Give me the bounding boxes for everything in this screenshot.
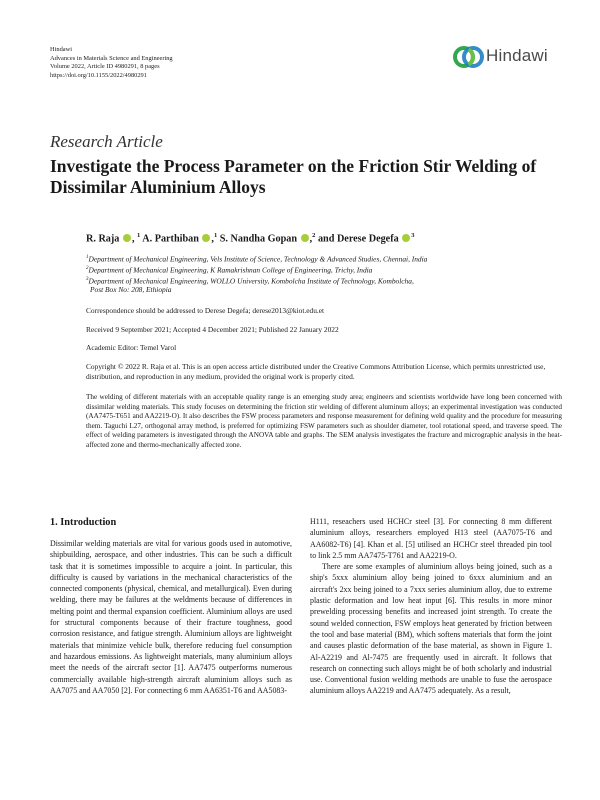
orcid-icon[interactable] <box>301 234 309 242</box>
orcid-icon[interactable] <box>402 234 410 242</box>
orcid-icon[interactable] <box>123 234 131 242</box>
affiliation: Post Box No: 208, Ethiopia <box>90 285 172 294</box>
section-heading: 1. Introduction <box>50 517 117 528</box>
hindawi-logo[interactable] <box>452 40 562 76</box>
volume-line: Volume 2022, Article ID 4980291, 8 pages <box>50 63 160 71</box>
paragraph: There are some examples of aluminium alloys being joined, such as a ship's 5xxx aluminium alloy being joined to 6xxx aluminium and an aircraft's 2xx being joined to a 7xxx series aluminium alloy, due to extreme plastic deformation and low heat input [6]. This results in more minor prewelding processing benefits and increased joint strength. To create the sound welded connection, FSW employs heat generated by friction between the tool and base material (BM), which softens materials that form the joint and causes plastic deformation of the base material, as shown in Figure 1. Al-A2219 and Al-7475 are frequently used in aircraft. It follows that research on connecting such alloys might be of both scholarly and industrial use. Conventional fusion welding methods are unable to fuse the aerospace aluminium alloys AA2219 and AA7475 adequately. As a result, <box>310 562 552 696</box>
affiliation: $^2$Department of Mechanical Engineering, K Ramakrishnan College of Engineering, Trichy, India <box>86 265 373 275</box>
abstract: The welding of different materials with an acceptable quality range is an emerging study area; engineers and scientists worldwide have long been concerned with dissimilar welding materials. This study focuses on determining the friction stir welding of different aluminum alloys; an experimental investigation was conducted (AA7475-T651 and AA2219-O). It also describes the FSW process parameters and response measurement for defining weld quality and the procedure for measuring them. Taguchi L27, orthogonal array method, is preferred for optimizing FSW parameters such as shoulder diameter, tool rotational speed, and traverse speed. The effect of welding parameters is investigated through the ANOVA table and graphs. The SEM analysis investigates the fracture and micrographic analysis in the heat-affected zone and thermo-mechanically affected zone. <box>86 393 562 449</box>
publisher-name: Hindawi <box>50 46 73 53</box>
paragraph: H111, reseachers used HCHCr steel [3]. For connecting 8 mm different aluminium alloys, researchers employed H13 steel (AA7075-T6 and AA6082-T6) [4]. Khan et al. [5] utilised an HCHCr steel threaded pin tool to link 2.5 mm AA7475-T761 and AA2219-O. <box>310 517 552 560</box>
hindawi-logo-icon <box>452 40 486 74</box>
author-affiliation-ref: 3 <box>411 232 415 239</box>
orcid-icon[interactable] <box>202 234 210 242</box>
author-list: R. Raja , $^1$ A. Parthiban ,$^1$ S. Nandha Gopan ,$^2$ and Derese Degefa $^3$ <box>86 232 415 245</box>
copyright-notice: Copyright © 2022 R. Raja et al. This is an open access article distributed under the Creative Commons Attribution License, which permits unrestricted use, distribution, and reproduction in any medium, provided the original work is properly cited. <box>86 362 546 381</box>
article-title: Investigate the Process Parameter on the Friction Stir Welding of Dissimilar Aluminium Alloys <box>50 156 537 197</box>
author-affiliation-ref: 1 <box>137 232 141 239</box>
author-name[interactable]: R. Raja <box>86 233 120 245</box>
doi-link[interactable]: https://doi.org/10.1155/2022/4980291 <box>50 71 147 79</box>
journal-name: Advances in Materials Science and Engineering <box>50 54 173 62</box>
affiliation: $^3$Department of Mechanical Engineering, WOLLO University, Kombolcha Institute of Technology, Kombolcha, <box>86 276 414 286</box>
paragraph: Dissimilar welding materials are vital for various goods used in automotive, shipbuilding, aerospace, and other industries. This can be such a difficult task that it is sometimes impossible to acquire a joint. In particular, this difficulty is caused by variations in the mechanical characteristics of the connected components (physical, chemical, and metallurgical). Even during welding, there may be failures at the weldments because of differences in melting point and thermal expansion coefficient. Aluminium alloys are used for structural components because of their fracture toughness, good corrosion resistance, and fatigue strength. Aluminium alloys are lightweight materials that minimize vehicle bulk, therefore reducing fuel consumption and hazardous emissions. As lightweight materials, many aluminium alloys meet the needs of the aircraft sector [1]. AA7475 outperforms numerous commercially available high-strength aircraft aluminium alloys such as AA7075 and AA7050 [2]. For connecting 6 mm AA6351-T6 and AA5083- <box>50 539 292 695</box>
body-column-left <box>50 538 292 800</box>
author-name[interactable]: A. Parthiban <box>142 233 199 245</box>
article-type: Research Article <box>50 132 163 151</box>
author-name[interactable]: Derese Degefa <box>336 233 399 245</box>
affiliation: $^1$Department of Mechanical Engineering, Vels Institute of Science, Technology & Advanced Studies, Chennai, India <box>86 254 428 264</box>
author-affiliation-ref: 1 <box>213 232 218 239</box>
academic-editor: Academic Editor: Temel Varol <box>86 343 177 352</box>
body-column-right <box>310 516 552 800</box>
journal-header <box>50 46 173 80</box>
correspondence: Correspondence should be addressed to Derese Degefa; derese2013@kiot.edu.et <box>86 306 325 315</box>
author-affiliation-ref: 2 <box>312 232 316 239</box>
publication-dates: Received 9 September 2021; Accepted 4 December 2021; Published 22 January 2022 <box>86 325 339 334</box>
logo-wordmark: Hindawi <box>486 46 548 65</box>
author-name[interactable]: S. Nandha Gopan <box>219 233 298 245</box>
